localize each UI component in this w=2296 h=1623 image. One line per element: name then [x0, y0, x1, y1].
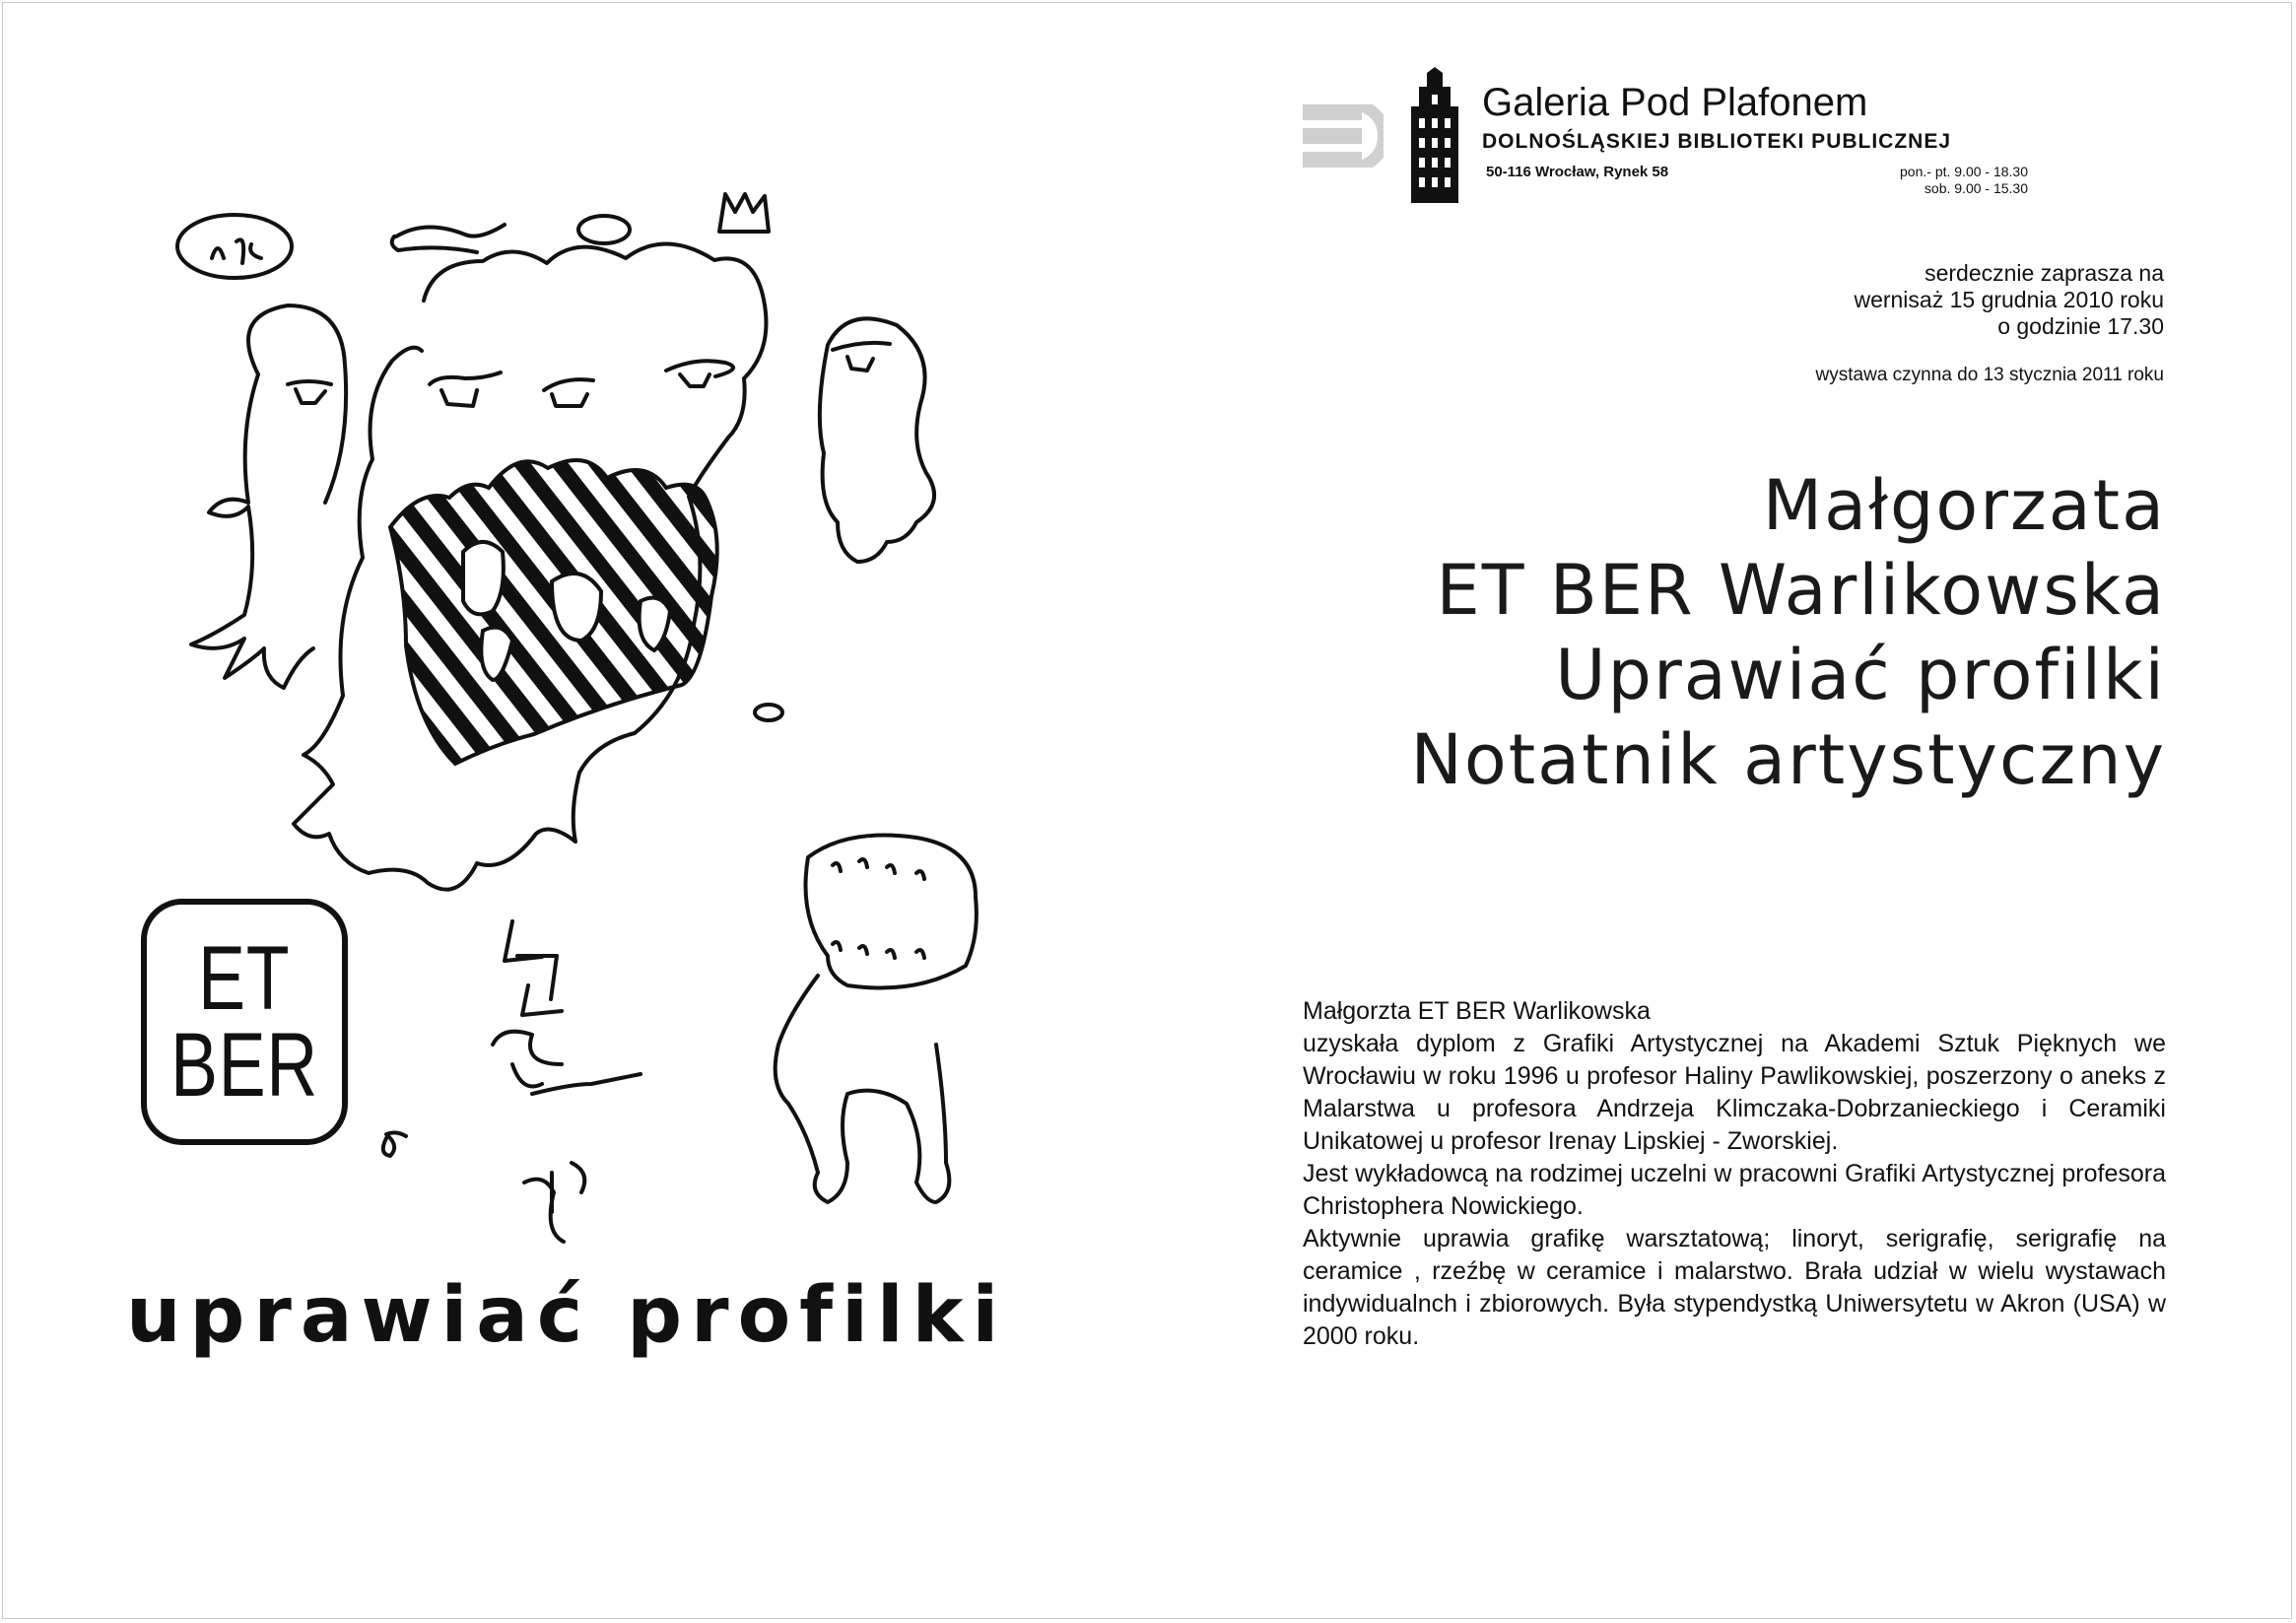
exhibition-until: wystawa czynna do 13 stycznia 2011 roku	[1815, 365, 2164, 385]
invitation-line: o godzinie 17.30	[1997, 313, 2164, 339]
gallery-address: 50-116 Wrocław, Rynek 58	[1486, 164, 1669, 180]
invitation-text	[1854, 260, 2164, 340]
hours-saturday: sob. 9.00 - 15.30	[1924, 180, 2028, 196]
bio-paragraph: Jest wykładowcą na rodzimej uczelni w pracowni Grafiki Artystycznej profesora Christophera Nowickiego.	[1303, 1160, 2166, 1220]
gallery-subtitle: DOLNOŚLĄSKIEJ BIBLIOTEKI PUBLICZNEJ	[1482, 130, 1952, 153]
gallery-name: Galeria Pod Plafonem	[1482, 81, 1868, 124]
cover-title: uprawiać profilki	[126, 1271, 1008, 1360]
bio-paragraph: uzyskała dyplom z Grafiki Artystycznej na Akademi Sztuk Pięknych we Wrocławiu w roku 1996 u profesor Haliny Pawlikowskiej, poszerzony o aneks z Malarstwa u profesora Andrzeja Klimczaka-Dobrzanieckiego i Ceramiki Unikatowej u profesor Irenay Lipskiej - Zworskiej.	[1303, 1030, 2166, 1155]
bio-name: Małgorzta ET BER Warlikowska	[1303, 997, 1651, 1025]
gallery-logo-stripes-icon	[1303, 104, 1384, 168]
bio-paragraph: Aktywnie uprawia grafikę warsztatową; linoryt, serigrafię, serigrafię na ceramice , rzeźbę w ceramice i malarstwo. Brała udział w wielu wystawach indywidualnch i zbiorowych. Była stypendystką Uniwersytetu w Akron (USA) w 2000 roku.	[1303, 1225, 2166, 1350]
logo-line-et: ET	[198, 928, 291, 1029]
tenement-building-icon	[1393, 67, 1476, 203]
invitation-line: wernisaż 15 grudnia 2010 roku	[1854, 287, 2164, 312]
invitation-line: serdecznie zaprasza na	[1925, 260, 2164, 286]
artist-full-name: ET BER Warlikowska	[1436, 550, 2166, 631]
et-ber-logo	[141, 899, 348, 1145]
gallery-header	[1303, 67, 2032, 205]
artist-first-name: Małgorzata	[1762, 465, 2166, 546]
opening-hours	[1900, 164, 2028, 197]
exhibition-title: Uprawiać profilki	[1555, 635, 2166, 715]
exhibition-titles	[1411, 463, 2167, 802]
hours-weekdays: pon.- pt. 9.00 - 18.30	[1900, 164, 2028, 179]
logo-line-ber: BER	[170, 1015, 318, 1116]
exhibition-subtitle: Notatnik artystyczny	[1410, 719, 2166, 800]
ink-drawing-illustration	[0, 0, 1123, 1623]
artist-bio	[1303, 995, 2166, 1353]
